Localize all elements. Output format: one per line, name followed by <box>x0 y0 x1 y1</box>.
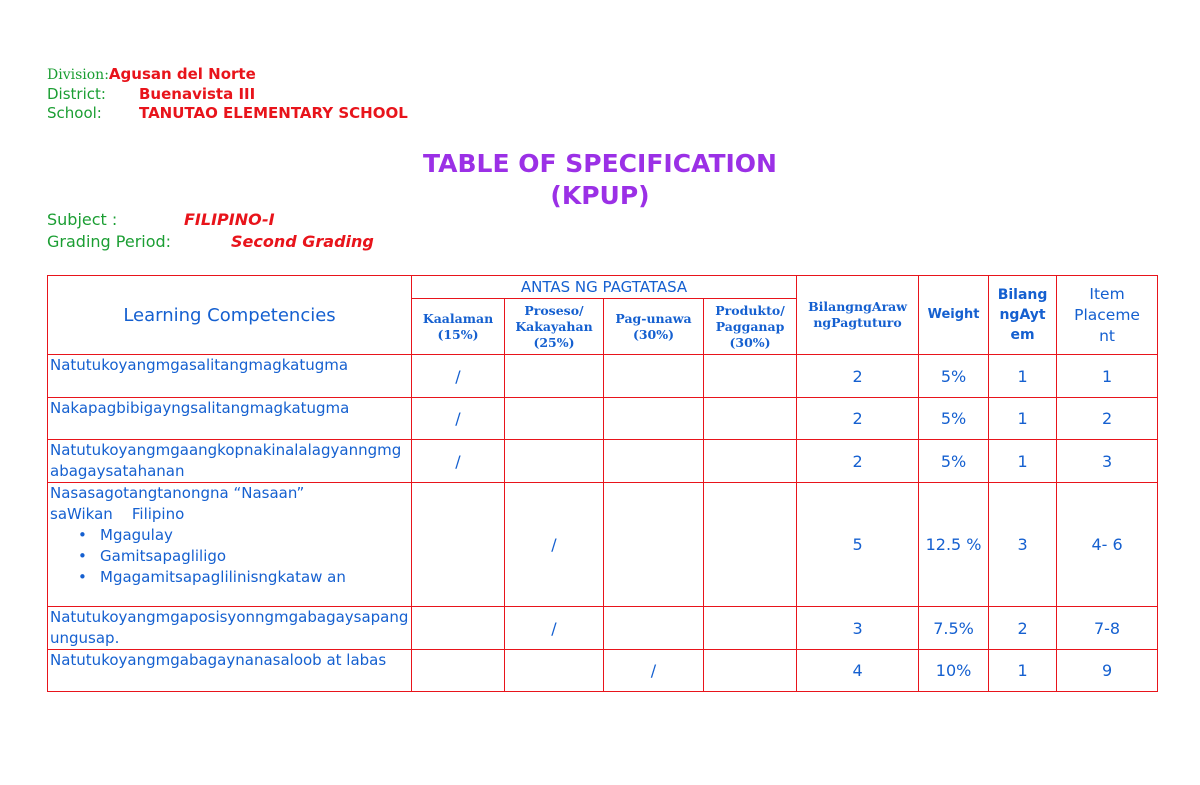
item-placement-header: Item Placeme nt <box>1057 276 1158 355</box>
proseso-cell <box>505 355 604 398</box>
days-cell: 4 <box>797 650 919 692</box>
bullet-list <box>50 525 409 588</box>
page-title: TABLE OF SPECIFICATION <box>423 149 777 178</box>
bullet-icon: • <box>78 568 87 586</box>
days-cell: 3 <box>797 607 919 650</box>
produkto-cell <box>704 650 797 692</box>
produkto-cell <box>704 398 797 440</box>
division-line <box>47 65 256 85</box>
grading-period-label: Grading Period: <box>47 232 172 251</box>
pag-unawa-cell <box>604 483 704 607</box>
competency-line: saWikan Filipino <box>50 505 185 523</box>
produkto-cell <box>704 607 797 650</box>
school-value: TANUTAO ELEMENTARY SCHOOL <box>139 104 408 122</box>
list-item: • Mgagamitsapaglilinisngkataw an <box>78 568 346 586</box>
pag-unawa-cell <box>604 355 704 398</box>
bilang-aytem-header: Bilang ngAyt em <box>989 276 1057 355</box>
kaalaman-cell: / <box>412 440 505 483</box>
weight-cell: 5% <box>919 440 989 483</box>
kaalaman-cell: / <box>412 398 505 440</box>
produkto-cell <box>704 355 797 398</box>
learning-competencies-header: Learning Competencies <box>48 276 412 355</box>
weight-cell: 10% <box>919 650 989 692</box>
pag-unawa-header: Pag-unawa (30%) <box>604 299 704 355</box>
division-value: Agusan del Norte <box>108 65 256 83</box>
days-cell: 5 <box>797 483 919 607</box>
produkto-cell <box>704 483 797 607</box>
items-cell: 1 <box>989 355 1057 398</box>
pag-unawa-cell <box>604 607 704 650</box>
weight-cell: 5% <box>919 398 989 440</box>
weight-cell: 5% <box>919 355 989 398</box>
bullet-icon: • <box>78 547 87 565</box>
table-row <box>48 650 1158 692</box>
kaalaman-cell <box>412 650 505 692</box>
pag-unawa-cell <box>604 440 704 483</box>
competency-cell: Nakapagbibigayngsalitangmagkatugma <box>48 398 412 440</box>
subject-value: FILIPINO-I <box>184 210 275 229</box>
table-row <box>48 440 1158 483</box>
proseso-header: Proseso/ Kakayahan (25%) <box>505 299 604 355</box>
placement-cell: 9 <box>1057 650 1158 692</box>
produkto-header: Produkto/ Pagganap (30%) <box>704 299 797 355</box>
table-row <box>48 483 1158 607</box>
subject-label: Subject : <box>47 210 118 229</box>
weight-cell: 7.5% <box>919 607 989 650</box>
weight-header: Weight <box>919 276 989 355</box>
pag-unawa-cell: / <box>604 650 704 692</box>
page-subtitle: (KPUP) <box>550 181 650 210</box>
days-cell: 2 <box>797 440 919 483</box>
items-cell: 1 <box>989 440 1057 483</box>
kaalaman-cell <box>412 483 505 607</box>
competency-cell: Natutukoyangmgaposisyonngmgabagaysapangungusap. <box>48 607 412 650</box>
days-cell: 2 <box>797 398 919 440</box>
kaalaman-cell: / <box>412 355 505 398</box>
competency-cell: Natutukoyangmgasalitangmagkatugma <box>48 355 412 398</box>
grading-period-line <box>47 232 374 252</box>
produkto-cell <box>704 440 797 483</box>
placement-cell: 4- 6 <box>1057 483 1158 607</box>
grading-period-value: Second Grading <box>231 232 374 251</box>
specification-table <box>47 275 1158 692</box>
kaalaman-cell <box>412 607 505 650</box>
placement-cell: 2 <box>1057 398 1158 440</box>
items-cell: 2 <box>989 607 1057 650</box>
items-cell: 1 <box>989 398 1057 440</box>
placement-cell: 7-8 <box>1057 607 1158 650</box>
competency-cell: Natutukoyangmgaangkopnakinalalagyanngmgabagaysatahanan <box>48 440 412 483</box>
division-label: Division: <box>47 67 109 83</box>
competency-cell <box>48 483 412 607</box>
proseso-cell <box>505 650 604 692</box>
competency-line: Nasasagotangtanongna “Nasaan” <box>50 484 305 502</box>
antas-header: ANTAS NG PAGTATASA <box>412 276 797 299</box>
list-item: • Gamitsapagliligo <box>78 547 227 565</box>
proseso-cell <box>505 398 604 440</box>
list-item: • Mgagulay <box>78 526 173 544</box>
bilang-araw-header: BilangngAraw ngPagtuturo <box>797 276 919 355</box>
items-cell: 3 <box>989 483 1057 607</box>
proseso-cell <box>505 440 604 483</box>
school-label: School: <box>47 104 102 122</box>
district-value: Buenavista III <box>139 85 256 103</box>
school-line <box>47 104 408 123</box>
district-label: District: <box>47 85 106 103</box>
table-row <box>48 398 1158 440</box>
competency-cell: Natutukoyangmgabagaynanasaloob at labas <box>48 650 412 692</box>
district-line <box>47 85 255 104</box>
proseso-cell: / <box>505 483 604 607</box>
placement-cell: 1 <box>1057 355 1158 398</box>
bullet-icon: • <box>78 526 87 544</box>
kaalaman-header: Kaalaman (15%) <box>412 299 505 355</box>
days-cell: 2 <box>797 355 919 398</box>
pag-unawa-cell <box>604 398 704 440</box>
proseso-cell: / <box>505 607 604 650</box>
placement-cell: 3 <box>1057 440 1158 483</box>
weight-cell: 12.5 % <box>919 483 989 607</box>
items-cell: 1 <box>989 650 1057 692</box>
table-row <box>48 607 1158 650</box>
table-row <box>48 355 1158 398</box>
subject-line <box>47 210 275 230</box>
